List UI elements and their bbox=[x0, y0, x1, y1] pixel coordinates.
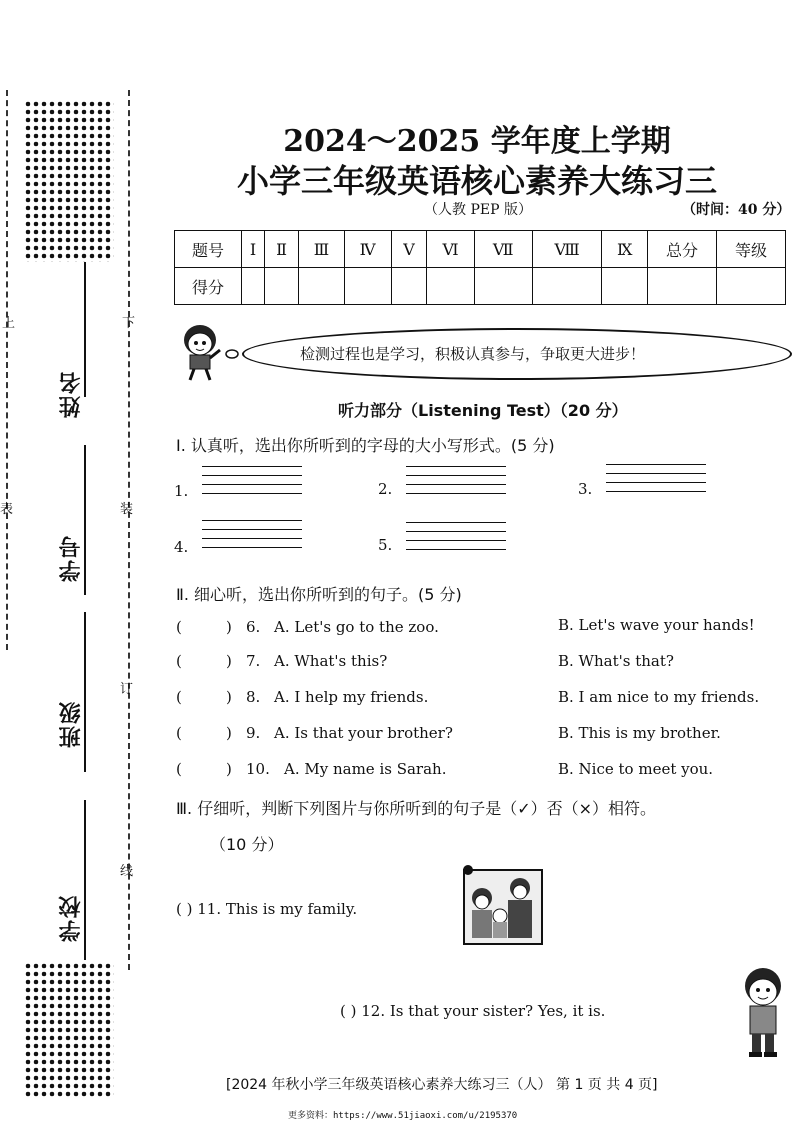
question-11[interactable]: ( ) 11. This is my family. bbox=[176, 900, 358, 918]
margin-mark-shang: 上 bbox=[2, 316, 16, 331]
section1-writing-lines[interactable] bbox=[606, 464, 706, 500]
score-input-cell[interactable] bbox=[344, 268, 391, 305]
margin-pattern-bottom bbox=[24, 962, 114, 1097]
question-number: 6. bbox=[246, 618, 261, 636]
option-b: B. Nice to meet you. bbox=[558, 760, 714, 778]
answer-paren-open[interactable]: ( bbox=[176, 618, 182, 636]
score-input-cell[interactable] bbox=[474, 268, 532, 305]
section1-writing-lines[interactable] bbox=[202, 520, 302, 556]
score-input-cell[interactable] bbox=[602, 268, 648, 305]
score-input-cell[interactable] bbox=[648, 268, 717, 305]
score-input-cell[interactable] bbox=[391, 268, 427, 305]
option-a: A. Let's go to the zoo. bbox=[274, 618, 439, 636]
option-b: B. I am nice to my friends. bbox=[558, 688, 760, 706]
margin-mark-xia: 下 bbox=[122, 316, 136, 331]
title-line2: 小学三年级英语核心素养大练习三 bbox=[236, 162, 717, 200]
score-header-cell: Ⅷ bbox=[532, 231, 602, 268]
school-label: 学校 bbox=[59, 894, 84, 942]
answer-paren-close: ) bbox=[226, 724, 232, 742]
score-input-cell[interactable] bbox=[242, 268, 265, 305]
option-b: B. This is my brother. bbox=[558, 724, 721, 742]
section1-writing-lines[interactable] bbox=[202, 466, 302, 502]
score-row-label: 得分 bbox=[175, 268, 242, 305]
source-link[interactable]: 更多资料：https://www.51jiaoxi.com/u/2195370 bbox=[288, 1111, 518, 1121]
section3-points: （10 分） bbox=[210, 835, 284, 854]
question-number: 7. bbox=[246, 652, 261, 670]
score-header-cell: Ⅴ bbox=[391, 231, 427, 268]
motto-text: 检测过程也是学习，积极认真参与，争取更大进步！ bbox=[300, 345, 646, 363]
time-label: （时间：40 分） bbox=[682, 202, 791, 218]
answer-paren-close: ) bbox=[226, 760, 232, 778]
score-input-cell[interactable] bbox=[532, 268, 602, 305]
score-header-cell: 等级 bbox=[717, 231, 786, 268]
boy-figure-illustration bbox=[738, 966, 788, 1058]
margin-mark-zhuang: 装 bbox=[120, 502, 134, 517]
score-header-cell: Ⅰ bbox=[242, 231, 265, 268]
answer-paren-close: ) bbox=[226, 652, 232, 670]
option-a: A. My name is Sarah. bbox=[284, 760, 447, 778]
margin-mark-ding: 订 bbox=[120, 682, 134, 697]
answer-paren-open[interactable]: ( bbox=[176, 724, 182, 742]
section3-title: Ⅲ. 仔细听，判断下列图片与你所听到的句子是（✓）否（×）相符。 bbox=[176, 799, 657, 818]
score-input-cell[interactable] bbox=[299, 268, 344, 305]
section1-writing-lines[interactable] bbox=[406, 466, 506, 502]
class-blank[interactable] bbox=[84, 612, 86, 772]
score-header-cell: 总分 bbox=[648, 231, 717, 268]
margin-mark-biao: 表 bbox=[0, 502, 14, 517]
section2-title: Ⅱ. 细心听，选出你所听到的句子。(5 分) bbox=[176, 585, 462, 604]
name-label: 姓名 bbox=[59, 370, 84, 418]
answer-paren-open[interactable]: ( bbox=[176, 652, 182, 670]
id-label: 学号 bbox=[59, 534, 84, 582]
option-a: A. I help my friends. bbox=[274, 688, 429, 706]
option-a: A. What's this? bbox=[274, 652, 388, 670]
question-12[interactable]: ( ) 12. Is that your sister? Yes, it is. bbox=[340, 1002, 606, 1020]
section1-item-number: 1. bbox=[174, 482, 189, 500]
score-table bbox=[174, 230, 786, 305]
section1-title: Ⅰ. 认真听，选出你所听到的字母的大小写形式。(5 分) bbox=[176, 436, 555, 455]
score-table-header-row bbox=[175, 231, 786, 268]
question-number: 10. bbox=[246, 760, 270, 778]
answer-paren-open[interactable]: ( bbox=[176, 760, 182, 778]
score-header-cell: 题号 bbox=[175, 231, 242, 268]
option-b: B. Let's wave your hands! bbox=[558, 616, 755, 634]
score-header-cell: Ⅸ bbox=[602, 231, 648, 268]
score-header-cell: Ⅳ bbox=[344, 231, 391, 268]
score-header-cell: Ⅲ bbox=[299, 231, 344, 268]
score-table-score-row bbox=[175, 268, 786, 305]
score-input-cell[interactable] bbox=[427, 268, 474, 305]
name-blank[interactable] bbox=[84, 262, 86, 397]
listening-header: 听力部分（Listening Test）（20 分） bbox=[338, 401, 628, 420]
score-input-cell[interactable] bbox=[717, 268, 786, 305]
score-header-cell: Ⅶ bbox=[474, 231, 532, 268]
page-footer: [2024 年秋小学三年级英语核心素养大练习三（人） 第 1 页 共 4 页] bbox=[226, 1077, 658, 1093]
section1-item-number: 3. bbox=[578, 480, 593, 498]
school-blank[interactable] bbox=[84, 800, 86, 960]
family-picture bbox=[462, 864, 544, 946]
score-header-cell: Ⅱ bbox=[265, 231, 299, 268]
section1-writing-lines[interactable] bbox=[406, 522, 506, 558]
section1-item-number: 4. bbox=[174, 538, 189, 556]
section1-item-number: 5. bbox=[378, 536, 393, 554]
boy-mascot-illustration bbox=[172, 320, 242, 382]
binding-line-outer bbox=[6, 90, 8, 650]
class-label: 班级 bbox=[59, 700, 84, 748]
answer-paren-close: ) bbox=[226, 688, 232, 706]
margin-mark-xian: 线 bbox=[120, 864, 134, 879]
option-b: B. What's that? bbox=[558, 652, 674, 670]
edition-label: （人教 PEP 版） bbox=[424, 202, 532, 218]
answer-paren-close: ) bbox=[226, 618, 232, 636]
question-number: 9. bbox=[246, 724, 261, 742]
binding-line-inner bbox=[128, 90, 130, 970]
score-header-cell: Ⅵ bbox=[427, 231, 474, 268]
question-number: 8. bbox=[246, 688, 261, 706]
section1-item-number: 2. bbox=[378, 480, 393, 498]
title-line1: 2024～2025 学年度上学期 bbox=[283, 124, 671, 159]
id-blank[interactable] bbox=[84, 445, 86, 595]
score-input-cell[interactable] bbox=[265, 268, 299, 305]
option-a: A. Is that your brother? bbox=[274, 724, 453, 742]
answer-paren-open[interactable]: ( bbox=[176, 688, 182, 706]
